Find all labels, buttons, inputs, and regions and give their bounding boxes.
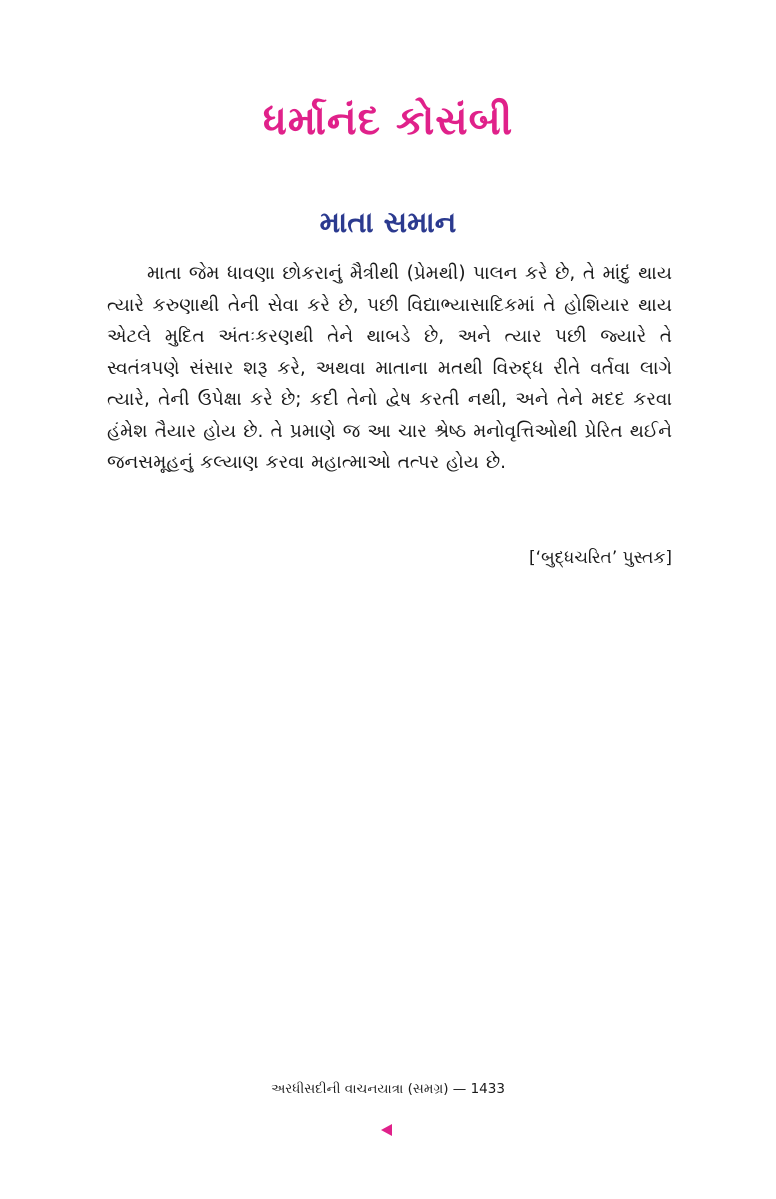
left-triangle-icon [381,1124,392,1136]
page-footer: અરધીસદીની વાચનયાત્રા (સમગ્ર) — 1433 [271,1081,505,1097]
piece-title: માતા સમાન [319,205,457,239]
source-citation: [‘બુદ્ધચરિત’ પુસ્તક] [528,548,672,568]
author-title: ધર્માનંદ કોસંબી [262,98,514,144]
body-paragraph: માતા જેમ ધાવણા છોકરાનું મૈત્રીથી (પ્રેમથી) પાલન કરે છે, તે માંદું થાય ત્યારે કરુણાથી તેની સેવા કરે છે, પછી વિદ્યાભ્યાસાદિકમાં તે હોશિયાર થાય એટલે મુદિત અંતઃકરણથી તેને થાબડે છે, અને ત્યાર પછી જ્યારે તે સ્વતંત્રપણે સંસાર શરૂ કરે, અથવા માતાના મતથી વિરુદ્ધ રીતે વર્તવા લાગે ત્યારે, તેની ઉપેક્ષા કરે છે; કદી તેનો દ્વેષ કરતી નથી, અને તેને મદદ કરવા હંમેશ તૈયાર હોય છે. તે પ્રમાણે જ આ ચાર શ્રેષ્ઠ મનોવૃત્તિઓથી પ્રેરિત થઈને જનસમૂહનું કલ્યાણ કરવા મહાત્માઓ તત્પર હોય છે. [107,263,672,473]
